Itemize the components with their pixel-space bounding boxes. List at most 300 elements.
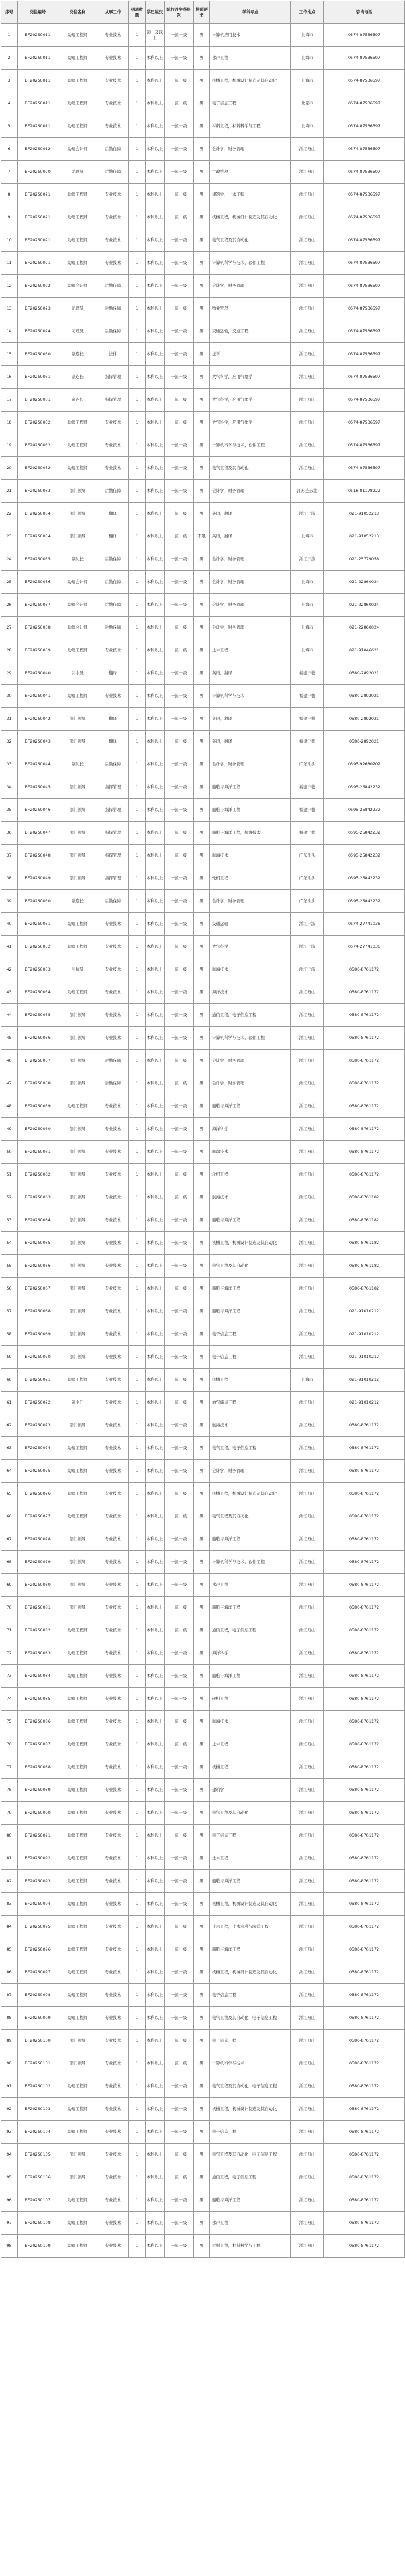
cell-seq: 46 — [1, 1050, 18, 1072]
cell-major: 英语，翻译 — [210, 731, 291, 753]
cell-location: 浙江舟山 — [291, 1847, 324, 1870]
cell-post-code: BF20250095 — [18, 1916, 58, 1938]
cell-seq: 20 — [1, 457, 18, 480]
cell-gender: 男 — [194, 252, 210, 275]
cell-school-level: 一流一级 — [165, 890, 194, 913]
cell-phone: 0580-8761172 — [324, 1961, 405, 1984]
cell-education: 硕士及以上 — [146, 24, 165, 47]
cell-gender: 男 — [194, 2052, 210, 2075]
cell-seq: 13 — [1, 298, 18, 320]
cell-post-name: 部门领导 — [58, 525, 97, 548]
cell-major: 机械工程，机械设计制造及其自动化 — [210, 70, 291, 92]
cell-work-type: 专业技术 — [97, 1711, 129, 1733]
cell-work-type: 专业技术 — [97, 1209, 129, 1232]
cell-location: 浙江舟山 — [291, 1141, 324, 1164]
cell-work-type: 专业技术 — [97, 2007, 129, 2030]
cell-work-type: 专业技术 — [97, 981, 129, 1004]
cell-education: 本科以上 — [146, 298, 165, 320]
cell-location: 浙江舟山 — [291, 2052, 324, 2075]
table-body — [1, 24, 405, 2258]
cell-post-name: 助理工程师 — [58, 1642, 97, 1665]
cell-education: 本科以上 — [146, 981, 165, 1004]
cell-phone: 0580-8761172 — [324, 1551, 405, 1574]
cell-post-name: 助理工程师 — [58, 981, 97, 1004]
cell-seq: 92 — [1, 2098, 18, 2121]
cell-major: 船舶与海洋工程 — [210, 1209, 291, 1232]
cell-school-level: 一流一级 — [165, 1027, 194, 1050]
cell-major: 会计学，财务管理 — [210, 753, 291, 776]
cell-location: 浙江舟山 — [291, 1095, 324, 1118]
cell-work-type: 后勤保障 — [97, 1050, 129, 1072]
table-row — [1, 161, 405, 184]
cell-phone: 0580-8761172 — [324, 1528, 405, 1551]
cell-phone: 0580-8761172 — [324, 1141, 405, 1164]
cell-post-code: BF20250012 — [18, 138, 58, 161]
cell-phone: 0595-25842232 — [324, 776, 405, 799]
cell-education: 本科以上 — [146, 206, 165, 229]
table-row — [1, 1505, 405, 1528]
cell-post-code: BF20250054 — [18, 981, 58, 1004]
cell-education: 本科以上 — [146, 1642, 165, 1665]
cell-quota: 1 — [129, 1870, 146, 1893]
cell-seq: 9 — [1, 206, 18, 229]
cell-work-type: 翻译 — [97, 525, 129, 548]
table-row — [1, 366, 405, 389]
cell-gender: 男 — [194, 2189, 210, 2212]
table-row — [1, 1346, 405, 1369]
cell-quota: 1 — [129, 1255, 146, 1278]
cell-work-type: 专业技术 — [97, 1483, 129, 1505]
cell-quota: 1 — [129, 457, 146, 480]
cell-school-level: 一流一级 — [165, 2007, 194, 2030]
cell-education: 本科以上 — [146, 1779, 165, 1802]
cell-major: 大气科学 — [210, 936, 291, 958]
cell-work-type: 专业技术 — [97, 1756, 129, 1779]
cell-major: 机械工程 — [210, 1369, 291, 1392]
cell-post-code: BF20250041 — [18, 685, 58, 708]
cell-post-code: BF20250056 — [18, 1027, 58, 1050]
cell-phone: 0574-87536597 — [324, 206, 405, 229]
cell-seq: 75 — [1, 1711, 18, 1733]
cell-school-level: 一流一级 — [165, 1551, 194, 1574]
cell-work-type: 专业技术 — [97, 115, 129, 138]
cell-quota: 1 — [129, 2075, 146, 2098]
cell-work-type: 后勤保障 — [97, 138, 129, 161]
cell-school-level: 一流一级 — [165, 1323, 194, 1346]
cell-location: 浙江舟山 — [291, 1460, 324, 1483]
cell-location: 浙江舟山 — [291, 1665, 324, 1688]
cell-location: 上海市 — [291, 571, 324, 594]
cell-seq: 45 — [1, 1027, 18, 1050]
cell-phone: 021-91010212 — [324, 1323, 405, 1346]
cell-post-code: BF20250072 — [18, 1392, 58, 1414]
cell-post-name: 助理工程师 — [58, 2235, 97, 2258]
cell-school-level: 一流一级 — [165, 548, 194, 571]
cell-major: 电气工程及其自动化 — [210, 229, 291, 252]
cell-major: 轮机工程 — [210, 1164, 291, 1186]
cell-gender: 男 — [194, 1961, 210, 1984]
cell-location: 上海市 — [291, 47, 324, 70]
cell-post-name: 部门领导 — [58, 731, 97, 753]
cell-education: 本科以上 — [146, 320, 165, 343]
table-row — [1, 1642, 405, 1665]
cell-seq: 86 — [1, 1961, 18, 1984]
cell-seq: 36 — [1, 822, 18, 845]
cell-school-level: 一流一级 — [165, 229, 194, 252]
cell-post-name: 部门领导 — [58, 1255, 97, 1278]
cell-major: 土木工程，土木水利与海洋工程 — [210, 1916, 291, 1938]
cell-post-code: BF20250066 — [18, 1255, 58, 1278]
table-row — [1, 1141, 405, 1164]
cell-school-level: 一流一级 — [165, 138, 194, 161]
table-row — [1, 2098, 405, 2121]
cell-quota: 1 — [129, 1323, 146, 1346]
cell-post-code: BF20250064 — [18, 1209, 58, 1232]
cell-phone: 0574-87536597 — [324, 161, 405, 184]
cell-quota: 1 — [129, 845, 146, 867]
cell-seq: 16 — [1, 366, 18, 389]
cell-gender: 男 — [194, 571, 210, 594]
cell-education: 本科以上 — [146, 1050, 165, 1072]
col-header-location: 工作地点 — [291, 1, 324, 24]
cell-post-name: 部门领导 — [58, 2166, 97, 2189]
cell-post-name: 助理工程师 — [58, 1688, 97, 1711]
cell-gender: 男 — [194, 639, 210, 662]
cell-quota: 1 — [129, 1095, 146, 1118]
cell-quota: 1 — [129, 92, 146, 115]
cell-major: 船舶与海洋工程 — [210, 1095, 291, 1118]
cell-post-name: 助理工程师 — [58, 1916, 97, 1938]
cell-gender: 男 — [194, 1779, 210, 1802]
cell-gender: 男 — [194, 1597, 210, 1619]
cell-post-code: BF20250094 — [18, 1893, 58, 1916]
cell-quota: 1 — [129, 1551, 146, 1574]
cell-school-level: 一流一级 — [165, 1597, 194, 1619]
cell-location: 浙江舟山 — [291, 1984, 324, 2007]
cell-post-code: BF20250085 — [18, 1688, 58, 1711]
cell-major: 航海技术 — [210, 1141, 291, 1164]
cell-seq: 83 — [1, 1893, 18, 1916]
cell-school-level: 一流一级 — [165, 1392, 194, 1414]
cell-quota: 1 — [129, 776, 146, 799]
cell-post-code: BF20250055 — [18, 1004, 58, 1027]
cell-phone: 0580-8761172 — [324, 1711, 405, 1733]
cell-post-code: BF20250034 — [18, 503, 58, 525]
table-row — [1, 1437, 405, 1460]
cell-major: 会计学，财务管理 — [210, 1050, 291, 1072]
cell-gender: 男 — [194, 685, 210, 708]
cell-post-code: BF20250021 — [18, 184, 58, 206]
cell-major: 船舶与海洋工程，航海技术 — [210, 822, 291, 845]
cell-phone: 0580-8761172 — [324, 1916, 405, 1938]
cell-major: 英语，翻译 — [210, 525, 291, 548]
cell-education: 本科以上 — [146, 571, 165, 594]
cell-work-type: 专业技术 — [97, 1597, 129, 1619]
cell-seq: 78 — [1, 1779, 18, 1802]
cell-work-type: 专业技术 — [97, 1505, 129, 1528]
cell-school-level: 一流一级 — [165, 776, 194, 799]
cell-phone: 0574-87536597 — [324, 184, 405, 206]
cell-post-code: BF20250081 — [18, 1597, 58, 1619]
cell-location: 浙江舟山 — [291, 1505, 324, 1528]
cell-major: 大气科学，应用气象学 — [210, 366, 291, 389]
cell-gender: 男 — [194, 1619, 210, 1642]
cell-major: 海洋技术 — [210, 981, 291, 1004]
cell-education: 本科以上 — [146, 1528, 165, 1551]
cell-location: 浙江舟山 — [291, 981, 324, 1004]
cell-post-code: BF20250048 — [18, 845, 58, 867]
cell-quota: 1 — [129, 2212, 146, 2235]
cell-location: 浙江舟山 — [291, 1232, 324, 1255]
cell-phone: 0580-8761182 — [324, 1278, 405, 1300]
cell-major: 交通运输，交通工程 — [210, 320, 291, 343]
cell-major: 机械工程，机械设计制造及其自动化 — [210, 2098, 291, 2121]
cell-major: 电子信息工程 — [210, 2121, 291, 2144]
cell-education: 本科以上 — [146, 1460, 165, 1483]
cell-post-code: BF20250031 — [18, 389, 58, 412]
cell-education: 本科以上 — [146, 1551, 165, 1574]
cell-post-code: BF20250039 — [18, 639, 58, 662]
cell-major: 海洋科学 — [210, 1642, 291, 1665]
table-row — [1, 229, 405, 252]
cell-quota: 1 — [129, 2235, 146, 2258]
cell-gender: 男 — [194, 1232, 210, 1255]
cell-school-level: 一流一级 — [165, 47, 194, 70]
cell-post-name: 副连长 — [58, 366, 97, 389]
cell-gender: 男 — [194, 799, 210, 822]
table-row — [1, 639, 405, 662]
cell-post-code: BF20250060 — [18, 1118, 58, 1141]
col-header-school-level: 院校及学科层次 — [165, 1, 194, 24]
cell-work-type: 专业技术 — [97, 2098, 129, 2121]
cell-work-type: 专业技术 — [97, 1278, 129, 1300]
table-row — [1, 2166, 405, 2189]
cell-education: 本科以上 — [146, 1004, 165, 1027]
cell-major: 英语，翻译 — [210, 503, 291, 525]
cell-location: 浙江舟山 — [291, 1825, 324, 1847]
cell-post-code: BF20250106 — [18, 2166, 58, 2189]
cell-location: 浙江舟山 — [291, 1027, 324, 1050]
cell-post-code: BF20250104 — [18, 2121, 58, 2144]
cell-gender: 男 — [194, 1186, 210, 1209]
table-row — [1, 389, 405, 412]
cell-post-name: 助理会计师 — [58, 617, 97, 639]
cell-seq: 64 — [1, 1460, 18, 1483]
cell-seq: 77 — [1, 1756, 18, 1779]
table-row — [1, 70, 405, 92]
cell-post-code: BF20250067 — [18, 1278, 58, 1300]
cell-post-name: 助理工程师 — [58, 1095, 97, 1118]
cell-phone: 0595-25842232 — [324, 822, 405, 845]
cell-post-code: BF20250075 — [18, 1460, 58, 1483]
cell-post-name: 助理工程师 — [58, 2212, 97, 2235]
cell-location: 浙江舟山 — [291, 1186, 324, 1209]
cell-work-type: 专业技术 — [97, 2235, 129, 2258]
cell-school-level: 一流一级 — [165, 731, 194, 753]
cell-gender: 男 — [194, 1551, 210, 1574]
cell-phone: 0574-87536597 — [324, 138, 405, 161]
cell-education: 本科以上 — [146, 457, 165, 480]
cell-school-level: 一流一级 — [165, 92, 194, 115]
cell-post-name: 引航员 — [58, 958, 97, 981]
cell-post-code: BF20250062 — [18, 1164, 58, 1186]
cell-education: 本科以上 — [146, 1323, 165, 1346]
cell-major: 电子信息工程 — [210, 1346, 291, 1369]
cell-post-name: 部门领导 — [58, 1323, 97, 1346]
cell-post-code: BF20250032 — [18, 457, 58, 480]
cell-education: 本科以上 — [146, 1870, 165, 1893]
cell-seq: 80 — [1, 1825, 18, 1847]
cell-location: 浙江舟山 — [291, 1323, 324, 1346]
cell-education: 本科以上 — [146, 2052, 165, 2075]
table-row — [1, 890, 405, 913]
cell-school-level: 一流一级 — [165, 2121, 194, 2144]
cell-location: 浙江舟山 — [291, 2007, 324, 2030]
cell-work-type: 后勤保障 — [97, 571, 129, 594]
cell-phone: 0580-8761172 — [324, 2235, 405, 2258]
cell-major: 英语，翻译 — [210, 708, 291, 731]
cell-post-name: 助理工程师 — [58, 1460, 97, 1483]
cell-location: 浙江舟山 — [291, 1346, 324, 1369]
table-row — [1, 2030, 405, 2052]
cell-location: 江苏连云港 — [291, 480, 324, 503]
cell-phone: 0574-87536597 — [324, 457, 405, 480]
cell-location: 浙江舟山 — [291, 1938, 324, 1961]
col-header-gender: 性别要求 — [194, 1, 210, 24]
cell-post-name: 部门领导 — [58, 1300, 97, 1323]
cell-location: 浙江舟山 — [291, 2144, 324, 2166]
table-row — [1, 1847, 405, 1870]
cell-major: 会计学，财务管理 — [210, 571, 291, 594]
cell-post-code: BF20250011 — [18, 47, 58, 70]
cell-education: 本科以上 — [146, 594, 165, 617]
table-row — [1, 662, 405, 685]
cell-quota: 1 — [129, 2121, 146, 2144]
cell-education: 本科以上 — [146, 799, 165, 822]
cell-post-code: BF20250102 — [18, 2075, 58, 2098]
cell-education: 本科以上 — [146, 1938, 165, 1961]
cell-gender: 男 — [194, 92, 210, 115]
cell-phone: 0580-8761182 — [324, 1209, 405, 1232]
table-row — [1, 708, 405, 731]
cell-school-level: 一流一级 — [165, 708, 194, 731]
cell-post-code: BF20250043 — [18, 731, 58, 753]
cell-phone: 0580-8761172 — [324, 2166, 405, 2189]
cell-quota: 1 — [129, 1141, 146, 1164]
cell-major: 土木工程 — [210, 639, 291, 662]
cell-post-name: 助理工程师 — [58, 2121, 97, 2144]
cell-seq: 53 — [1, 1209, 18, 1232]
cell-gender: 男 — [194, 115, 210, 138]
cell-seq: 85 — [1, 1938, 18, 1961]
cell-work-type: 后勤保障 — [97, 890, 129, 913]
cell-location: 浙江舟山 — [291, 1483, 324, 1505]
cell-quota: 1 — [129, 1392, 146, 1414]
cell-major: 电子信息工程 — [210, 2030, 291, 2052]
cell-post-name: 助理工程师 — [58, 1369, 97, 1392]
table-row — [1, 617, 405, 639]
cell-education: 本科以上 — [146, 1756, 165, 1779]
cell-work-type: 专业技术 — [97, 206, 129, 229]
cell-location: 浙江舟山 — [291, 1779, 324, 1802]
cell-phone: 0574-87536597 — [324, 366, 405, 389]
table-row — [1, 2075, 405, 2098]
cell-major: 船舶与海洋工程 — [210, 1597, 291, 1619]
cell-quota: 1 — [129, 503, 146, 525]
cell-phone: 0574-87536597 — [324, 70, 405, 92]
cell-school-level: 一流一级 — [165, 1574, 194, 1597]
cell-school-level: 一流一级 — [165, 2235, 194, 2258]
table-row — [1, 1961, 405, 1984]
cell-education: 本科以上 — [146, 161, 165, 184]
cell-gender: 男 — [194, 2098, 210, 2121]
cell-education: 本科以上 — [146, 1118, 165, 1141]
cell-work-type: 专业技术 — [97, 1414, 129, 1437]
cell-location: 浙江舟山 — [291, 184, 324, 206]
cell-post-name: 助理工程师 — [58, 1802, 97, 1825]
cell-education: 本科以上 — [146, 252, 165, 275]
cell-work-type: 专业技术 — [97, 936, 129, 958]
cell-post-code: BF20250084 — [18, 1665, 58, 1688]
cell-seq: 47 — [1, 1072, 18, 1095]
cell-post-name: 助理工程师 — [58, 252, 97, 275]
cell-quota: 1 — [129, 913, 146, 936]
cell-location: 浙江舟山 — [291, 138, 324, 161]
cell-post-name: 部门领导 — [58, 503, 97, 525]
cell-post-name: 部门领导 — [58, 1574, 97, 1597]
cell-education: 本科以上 — [146, 1209, 165, 1232]
cell-quota: 1 — [129, 1916, 146, 1938]
cell-gender: 男 — [194, 1733, 210, 1756]
col-header-education: 学历层次 — [146, 1, 165, 24]
cell-major: 船舶与海洋工程 — [210, 1938, 291, 1961]
table-row — [1, 1118, 405, 1141]
cell-quota: 1 — [129, 1779, 146, 1802]
cell-gender: 男 — [194, 981, 210, 1004]
cell-seq: 41 — [1, 936, 18, 958]
cell-location: 浙江舟山 — [291, 1688, 324, 1711]
cell-gender: 男 — [194, 1300, 210, 1323]
cell-quota: 1 — [129, 1528, 146, 1551]
cell-quota: 1 — [129, 2007, 146, 2030]
cell-post-code: BF20250079 — [18, 1551, 58, 1574]
cell-post-code: BF20250090 — [18, 1802, 58, 1825]
cell-gender: 男 — [194, 298, 210, 320]
cell-education: 本科以上 — [146, 753, 165, 776]
cell-phone: 0580-8761172 — [324, 2030, 405, 2052]
cell-phone: 0574-27741036 — [324, 936, 405, 958]
cell-quota: 1 — [129, 1483, 146, 1505]
cell-post-name: 副连长 — [58, 890, 97, 913]
cell-gender: 男 — [194, 1711, 210, 1733]
cell-seq: 79 — [1, 1802, 18, 1825]
table-row — [1, 845, 405, 867]
cell-gender: 男 — [194, 1027, 210, 1050]
cell-major: 船舶与海洋工程 — [210, 1278, 291, 1300]
cell-gender: 男 — [194, 2121, 210, 2144]
cell-seq: 66 — [1, 1505, 18, 1528]
cell-post-name: 助理工程师 — [58, 1825, 97, 1847]
cell-major: 通信工程，电子信息工程 — [210, 1004, 291, 1027]
cell-post-code: BF20250105 — [18, 2144, 58, 2166]
cell-major: 计算机科学与技术，软件工程 — [210, 434, 291, 457]
cell-post-code: BF20250022 — [18, 275, 58, 298]
cell-post-name: 部门领导 — [58, 1027, 97, 1050]
cell-school-level: 一流一级 — [165, 1984, 194, 2007]
cell-major: 油气储运工程 — [210, 1392, 291, 1414]
cell-work-type: 专业技术 — [97, 1027, 129, 1050]
cell-phone: 021-22860024 — [324, 617, 405, 639]
